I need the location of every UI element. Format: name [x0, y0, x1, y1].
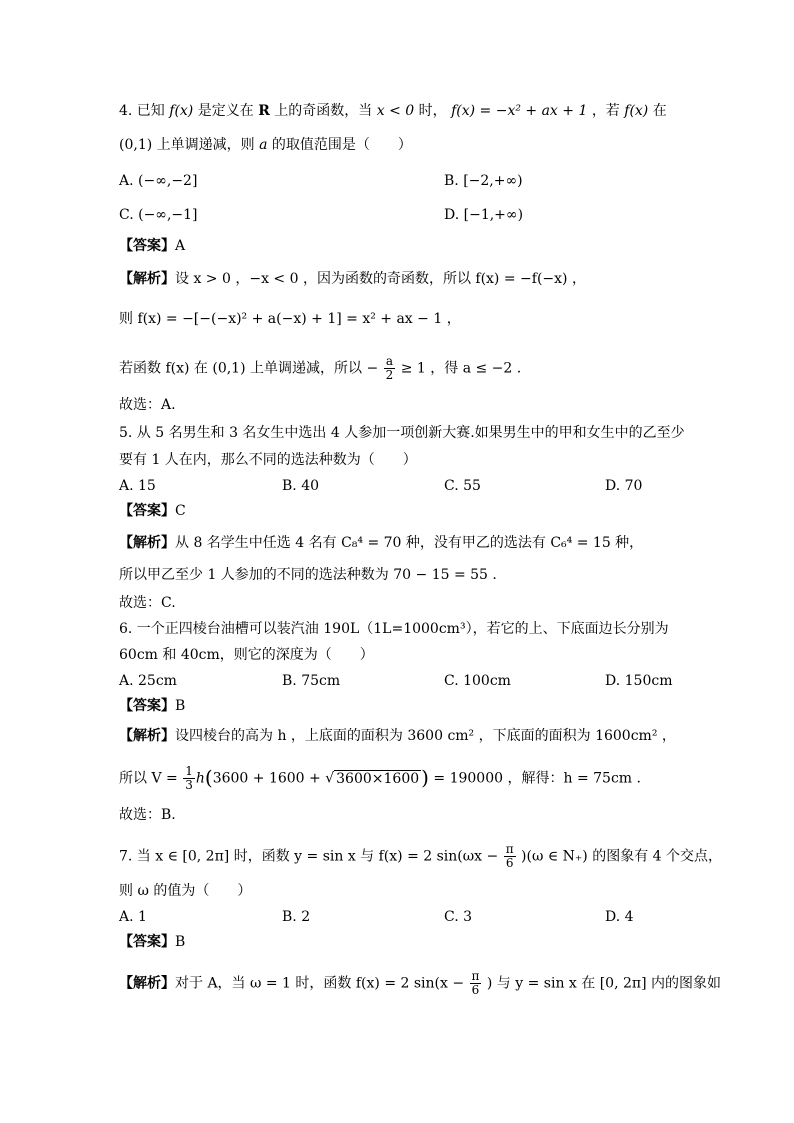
q6-option-b: B. 75cm — [282, 673, 341, 689]
q4-stem-line-1 — [119, 101, 667, 121]
answer-label: 【答案】 — [119, 503, 175, 519]
q4-math-interval: (0,1) — [119, 137, 153, 153]
answer-value: B — [175, 698, 186, 714]
analysis-label: 【解析】 — [119, 271, 175, 287]
answer-label: 【答案】 — [119, 238, 175, 254]
denominator: 6 — [471, 983, 480, 997]
fraction — [504, 843, 516, 870]
q6-option-a: A. 25cm — [119, 673, 177, 689]
q5-stem-line-2: 要有 1 人在内，那么不同的选法种数为（ ） — [119, 452, 417, 468]
analysis-label: 【解析】 — [119, 728, 175, 744]
q4-math-expr: f(x) = −x² + ax + 1 — [451, 103, 588, 119]
q4-text: 在 — [652, 103, 667, 119]
q5-option-c: C. 55 — [444, 478, 481, 494]
answer-label: 【答案】 — [119, 934, 175, 950]
q4-analysis-line-1 — [119, 269, 586, 289]
q6-option-d: D. 150cm — [605, 673, 673, 689]
q4-text: 上的奇函数，当 — [274, 103, 373, 119]
denominator: 2 — [385, 368, 394, 382]
q6-stem-line-2: 60cm 和 40cm，则它的深度为（ ） — [119, 647, 374, 663]
sqrt-radicand: 3600×1600 — [336, 770, 420, 787]
analysis-text: 对于 A，当 ω = 1 时，函数 f(x) = 2 sin(x − — [175, 975, 465, 992]
q4-math-cond: x < 0 — [376, 103, 415, 119]
analysis-text: ) 与 y = sin x 在 [0, 2π] 内的图象如 — [486, 975, 721, 992]
question-text: 7. 当 x ∈ [0, 2π] 时，函数 y = sin x 与 f(x) = 2 sin(ωx − — [119, 848, 499, 865]
analysis-text: ≥ 1 ，得 a ≤ −2 . — [400, 360, 522, 377]
q6-analysis-line-1 — [119, 726, 676, 746]
q7-option-d: D. 4 — [605, 909, 634, 925]
q7-option-b: B. 2 — [282, 909, 311, 925]
q4-number-text: 4. 已知 — [119, 103, 165, 119]
analysis-text: 若函数 f(x) 在 (0,1) 上单调递减，所以 − — [119, 360, 379, 377]
q4-option-a: A. (−∞,−2] — [119, 173, 198, 189]
q6-option-c: C. 100cm — [444, 673, 511, 689]
analysis-label: 【解析】 — [119, 535, 175, 551]
q6-stem-line-1: 6. 一个正四棱台油槽可以装汽油 190L（1L=1000cm³），若它的上、下底面边长分别为 — [119, 621, 669, 637]
q4-math-a: a — [259, 137, 268, 153]
answer-label: 【答案】 — [119, 698, 175, 714]
q4-text: ，若 — [591, 103, 620, 119]
q5-option-b: B. 40 — [282, 478, 320, 494]
fraction — [183, 765, 195, 792]
q4-math-fx: f(x) — [624, 103, 649, 119]
q4-text: 是定义在 — [197, 103, 254, 119]
analysis-text: = 190000 ，解得：h = 75cm . — [433, 770, 641, 787]
analysis-label: 【解析】 — [119, 975, 175, 992]
q7-stem-line-1 — [119, 843, 722, 870]
q7-analysis-line-1 — [119, 970, 721, 997]
question-text: )(ω ∈ N₊) 的图象有 4 个交点， — [521, 848, 723, 865]
answer-value: C — [175, 503, 186, 519]
denominator: 6 — [505, 856, 514, 870]
q7-answer — [119, 932, 185, 952]
numerator: π — [505, 842, 514, 856]
numerator: π — [471, 969, 480, 983]
numerator: a — [384, 355, 396, 369]
q4-analysis-line-3 — [119, 355, 521, 382]
answer-value: A — [175, 238, 186, 254]
q4-analysis-line-2: 则 f(x) = −[−(−x)² + a(−x) + 1] = x² + ax − 1 ， — [119, 311, 461, 327]
q5-option-d: D. 70 — [605, 478, 643, 494]
q6-answer — [119, 696, 185, 716]
q7-option-a: A. 1 — [119, 909, 147, 925]
q5-conclusion: 故选：C. — [119, 595, 176, 611]
analysis-text: 设 x > 0 ，−x < 0 ，因为函数的奇函数，所以 f(x) = −f(−x) ， — [175, 271, 586, 287]
paren-close: ) — [421, 765, 429, 790]
q5-stem-line-1: 5. 从 5 名男生和 3 名女生中选出 4 人参加一项创新大赛.如果男生中的甲和女生中的乙至少 — [119, 425, 685, 441]
q6-analysis-line-2: 所以 V = $\frac{1}{3}$ h(3600 + 1600 + √ 3600×1600 ) = 190000 ，解得：h = 75cm . — [119, 764, 641, 792]
analysis-text: 设四棱台的高为 h ，上底面的面积为 3600 cm² ，下底面的面积为 1600cm² ， — [175, 728, 676, 744]
q4-real-set: R — [258, 103, 270, 119]
q7-option-c: C. 3 — [444, 909, 473, 925]
q6-conclusion: 故选：B. — [119, 807, 176, 823]
analysis-text: 3600 + 1600 + — [212, 770, 326, 787]
q4-conclusion: 故选：A. — [119, 397, 176, 413]
q5-option-a: A. 15 — [119, 478, 156, 494]
q4-answer — [119, 236, 185, 256]
math-h: h — [195, 770, 205, 787]
q4-option-d: D. [−1,+∞) — [444, 207, 524, 223]
q4-option-b: B. [−2,+∞) — [444, 173, 523, 189]
analysis-text: 所以 V = — [119, 770, 178, 787]
q4-math-fx: f(x) — [169, 103, 194, 119]
q4-stem-line-2 — [119, 135, 412, 155]
q4-text: 上单调递减，则 — [156, 137, 255, 153]
fraction — [384, 355, 396, 382]
q5-analysis-line-2: 所以甲乙至少 1 人参加的不同的选法种数为 70 − 15 = 55 . — [119, 567, 497, 583]
q4-option-c: C. (−∞,−1] — [119, 207, 198, 223]
q4-text: 的取值范围是（ ） — [271, 137, 412, 153]
analysis-text: 从 8 名学生中任选 4 名有 C₈⁴ = 70 种，没有甲乙的选法有 C₆⁴ = 15 种， — [175, 535, 644, 551]
numerator: 1 — [185, 764, 193, 778]
q5-answer — [119, 501, 186, 521]
denominator: 3 — [185, 778, 193, 792]
q5-analysis-line-1 — [119, 533, 643, 553]
paren-open: ( — [204, 765, 213, 790]
q4-text: 时， — [418, 103, 447, 119]
answer-value: B — [175, 934, 186, 950]
q7-stem-line-2: 则 ω 的值为（ ） — [119, 883, 252, 899]
fraction — [470, 970, 482, 997]
